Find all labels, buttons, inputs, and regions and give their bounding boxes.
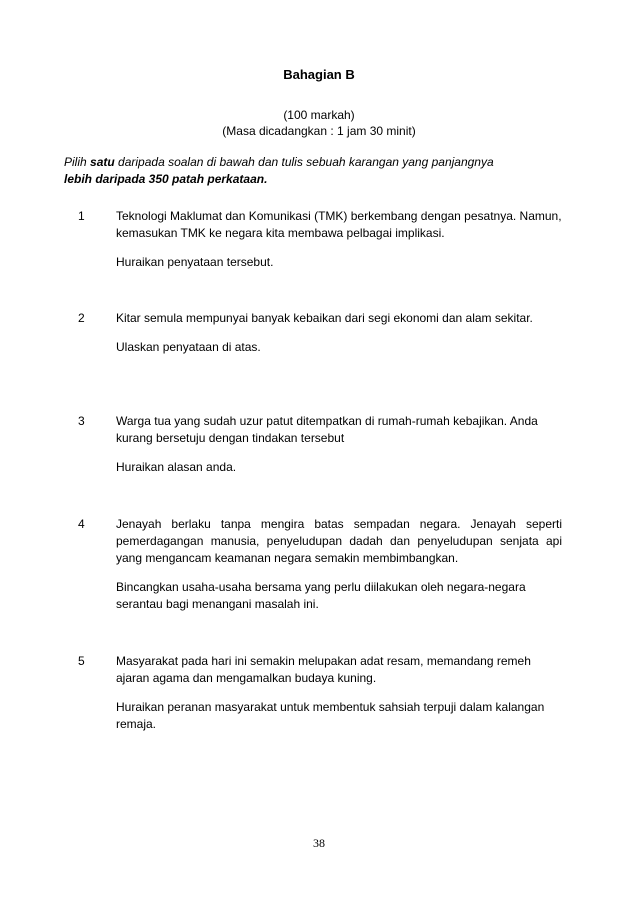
instruction-pre: Pilih [64,155,91,169]
question-5 [64,653,574,733]
instruction-text [64,154,584,188]
question-body [116,653,562,733]
question-statement: Jenayah berlaku tanpa mengira batas sempadan negara. Jenayah seperti pemerdagangan manusia, penyeludupan dadah dan penyeludupan senjata api yang mengancam keamanan negara semakin membimbangkan. [116,517,562,565]
question-statement: Kitar semula mempunyai banyak kebaikan dari segi ekonomi dan alam sekitar. [116,311,533,325]
instruction-line-1 [64,154,584,171]
question-task: Ulaskan penyataan di atas. [116,340,261,354]
page-number: 38 [313,836,325,850]
question-body [116,310,562,356]
question-2 [64,310,574,356]
suggested-duration: (Masa dicadangkan : 1 jam 30 minit) [222,124,416,138]
question-body [116,413,562,476]
question-statement: Teknologi Maklumat dan Komunikasi (TMK) berkembang dengan pesatnya. Namun, kemasukan TMK ke negara kita membawa pelbagai implikasi. [116,209,562,240]
question-body [116,516,562,613]
question-statement: Masyarakat pada hari ini semakin melupakan adat resam, memandang remeh ajaran agama dan mengamalkan budaya kuning. [116,654,531,685]
question-task: Huraikan penyataan tersebut. [116,255,274,269]
question-number: 5 [78,654,85,668]
question-body [116,208,562,271]
instruction-bold-word: satu [90,155,115,169]
question-number: 1 [78,209,85,223]
question-number: 3 [78,414,85,428]
instruction-line-2: lebih daripada 350 patah perkataan. [64,172,268,186]
question-3 [64,413,574,476]
question-task: Huraikan alasan anda. [116,460,237,474]
question-number: 4 [78,517,85,531]
question-number: 2 [78,311,85,325]
section-title: Bahagian B [283,67,355,82]
question-task: Bincangkan usaha-usaha bersama yang perlu diilakukan oleh negara-negara serantau bagi menangani masalah ini. [116,580,526,611]
question-statement: Warga tua yang sudah uzur patut ditempatkan di rumah-rumah kebajikan. Anda kurang bersetuju dengan tindakan tersebut [116,414,538,445]
question-4 [64,516,574,613]
section-marks: (100 markah) [283,108,355,122]
instruction-rest: daripada soalan di bawah dan tulis sebuah karangan yang panjangnya [114,155,494,169]
question-task: Huraikan peranan masyarakat untuk membentuk sahsiah terpuji dalam kalangan remaja. [116,700,545,731]
question-1 [64,208,574,271]
